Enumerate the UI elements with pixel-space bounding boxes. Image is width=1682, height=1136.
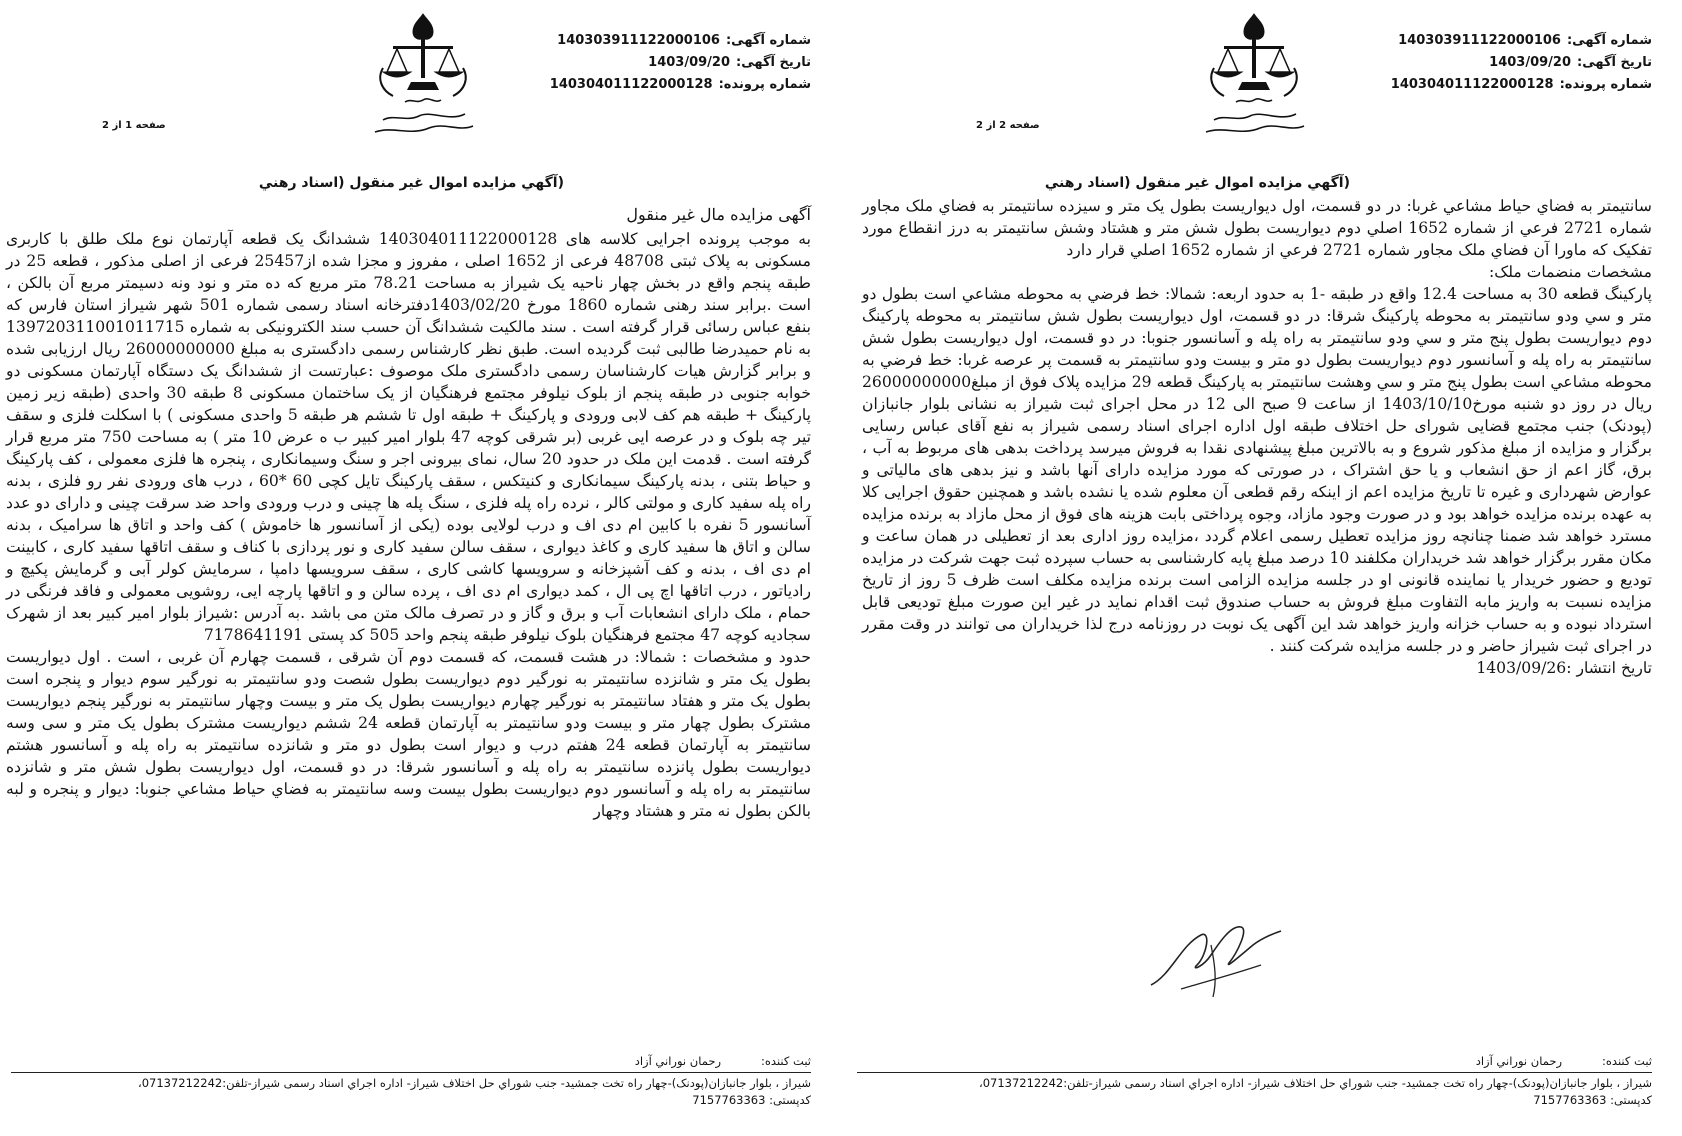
file-number: 140304011122000128 [1390, 77, 1554, 92]
footer-address: شیراز ، بلوار جانبازان(پودنک)-چهار راه تخت جمشید- جنب شوراي حل اختلاف شیراز- اداره اجراي اسناد رسمی شیراز-تلفن:07137212242، [979, 1076, 1652, 1090]
ad-date: 1403/09/20 [648, 55, 731, 70]
meta-block [550, 30, 811, 96]
registrar [857, 1053, 1652, 1070]
footer-postal-code: کدپستی: 7157763363 [692, 1093, 811, 1107]
ad-date: 1403/09/20 [1489, 55, 1572, 70]
footer-divider [857, 1072, 1652, 1073]
footer-postal-code: کدپستی: 7157763363 [1533, 1093, 1652, 1107]
ad-number: 140303911122000106 [1398, 33, 1561, 48]
ad-date-label: تاریخ آگهی: [1577, 55, 1652, 70]
judiciary-emblem-logo [1184, 8, 1324, 143]
ad-number-label: شماره آگهی: [1566, 33, 1652, 48]
publish-date: تاریخ انتشار :1403/09/26 [1476, 659, 1652, 677]
registrar [11, 1053, 811, 1070]
page-title: (آگهي مزايده اموال غير منقول (اسناد رهني [258, 175, 564, 191]
file-number-label: شماره پرونده: [718, 77, 811, 92]
signature-image [1141, 905, 1291, 1005]
footer-address: شیراز ، بلوار جانبازان(پودنک)-چهار راه تخت جمشید- جنب شوراي حل اختلاف شیراز- اداره اجراي اسناد رسمی شیراز-تلفن:07137212242، [138, 1076, 811, 1090]
registrar-name: رحمان نوراني آزاد [1475, 1054, 1563, 1068]
meta-block [1391, 30, 1652, 96]
ad-number-label: شماره آگهی: [725, 33, 811, 48]
ad-date-label: تاریخ آگهی: [736, 55, 811, 70]
page-number: صفحه 1 از 2 [102, 120, 166, 131]
page-number: صفحه 2 از 2 [976, 120, 1040, 131]
registrar-label: ثبت کننده: [1602, 1054, 1652, 1068]
notice-body [862, 195, 1652, 679]
footer [857, 1053, 1652, 1109]
file-number-label: شماره پرونده: [1559, 77, 1652, 92]
footer [11, 1053, 811, 1109]
page-title: (آگهي مزايده اموال غير منقول (اسناد رهني [1044, 175, 1350, 191]
footer-divider [11, 1072, 811, 1073]
registrar-label: ثبت کننده: [761, 1054, 811, 1068]
auction-terms-paragraph: پارکینگ قطعه 30 به مساحت 12.4 واقع در طبقه -1 به حدود اربعه: شمالا: خط فرضي به محوطه مشاعي است بطول دو متر و سي ودو سانتيمتر به محوطه پارکينگ شرقا: در دو قسمت، اول دیواریست بطول شش سانتیمتر به محوطه پارکینگ دوم دیواریست بطول پنج متر و سي ودو سانتيمتر به راه پله و آسانسور جنوبا: در دو قسمت، اول دیواریست بطول شش سانتیمتر به راه پله و آسانسور دوم دیواریست بطول دو متر و بیست ودو سانتیمتر به قسمت پر عرصه غربا: خط فرضي به محوطه مشاعي است بطول پنج متر و سي وهشت سانتيمتر به پارکينگ قطعه 29 مزایده پلاک فوق از مبلغ26000000000 ریال در روز دو شنبه مورخ1403/10/10 از ساعت 9 صبح الی 12 در محل اجرای ثبت شیراز به نشانی بلوار جانبازان (پودنک) جنب مجتمع قضایی شورای حل اختلاف طبقه اول اداره اجرای اسناد رسمی شیراز به نفع آقای عباس رسایی برگزار و مزایده از مبلغ مذکور شروع و به بالاترین مبلغ پیشنهادی نقدا به فروش میرسد پرداخت بدهی های مربوط به آب ، برق، گاز اعم از حق انشعاب و یا حق اشتراک ، در صورتی که مورد مزایده دارای آنها باشد و نیز بدهی های مالیاتی و عوارض شهرداری و غیره تا تاریخ مزایده اعم از اینکه رقم قطعی آن معلوم شده یا نشده باشد و همچنین حقوق اجرایی کلا به عهده برنده مزایده خواهد بود و در صورت وجود مازاد، وجوه پرداختی بابت هزینه های فوق از محل مازاد به برنده مزایده مسترد خواهد شد ضمنا چنانچه روز مزایده تعطیل رسمی اعلام گردد ،مزایده روز اداری بعد از تعطیلی در همان ساعت و مکان مقرر برگزار خواهد شد خریداران مکلفند 10 درصد مبلغ پایه کارشناسی به حساب سپرده ثبت جهت شرکت در مزایده تودیع و حضور خریدار یا نماینده قانونی او در جلسه مزایده الزامی است برنده مزایده مکلف است ظرف 5 روز از تاریخ مزایده نسبت به واریز مابه التفاوت مبلغ فروش به حساب صندوق ثبت اقدام نماید در غیر این صورت مبلغ تودیعی قابل استرداد نبوده و به حساب خزانه واریز خواهد شد این آگهی یک نوبت در روزنامه درج لذا خریداران می توانند در وقت مقرر در اجرای ثبت شیراز حاضر و در جلسه مزایده شرکت کنند . [862, 285, 1652, 655]
notice-subtitle: آگهی مزایده مال غیر منقول [626, 205, 811, 224]
boundaries-continued-paragraph: سانتیمتر به فضاي حياط مشاعي غربا: در دو قسمت، اول دیواریست بطول یک متر و سیزده سانتیمتر به فضاي ملک مجاور شماره 2721 فرعي از شماره 1652 اصلي دوم دیواریست بطول شش متر و هشتاد وشش سانتیمتر به درز انقطاع مورد تفکیک که ماورا آن فضاي ملک مجاور شماره 2721 فرعي از شماره 1652 اصلي قرار دارد [862, 197, 1652, 259]
notice-paragraph: به موجب پرونده اجرایی کلاسه های 140304011122000128 ششدانگ یک قطعه آپارتمان نوع ملک طلق با کاربری مسکونی به پلاک ثبتی 48708 فرعی از 1652 اصلی ، مفروز و مجزا شده از25457 فرعی از اصلی مذکور ، قطعه 25 در طبقه پنجم واقع در بخش چهار ناحیه یک شیراز به مساحت 78.21 متر مربع که ده متر و نود ونه دسیمتر مربع آن بالکن ، است .برابر سند رهنی شماره 1860 مورخ 1403/02/20دفترخانه اسناد رسمی شماره 501 شهر شیراز استان فارس که بنفع عباس رسائی قرار گرفته است . سند مالکیت ششدانگ آن حسب سند الکترونیکی به شماره 139720311001011715 به نام حمیدرضا طالبی ثبت گردیده است. طبق نظر کارشناس رسمی دادگستری به مبلغ 26000000000 ریال ارزیابی شده و برابر گزارش هیات کارشناسان رسمی دادگستری ملک موصوف :عبارتست از ششدانگ یک دستگاه آپارتمان مسکونی دو خوابه جنوبی در طبقه پنجم از بلوک نیلوفر مجتمع فرهنگیان از یک ساختمان مسکونی 8 طبقه 30 واحدی (طبقه زیر زمین پارکینگ + طبقه هم کف لابی ورودی و پارکینگ + طبقه اول تا ششم هر طبقه 5 واحدی مسکونی ) با اسکلت فلزی و سقف تیر چه بلوک و در عرصه ایی غربی (بر شرقی کوچه 47 بلوار امیر کبیر ب ه عرض 10 متر ) به مساحت 750 متر مربع قرار گرفته است . قدمت این ملک در حدود 20 سال، نمای بیرونی اجر و سنگ وسیمانکاری ، پنجره ها فلزی معمولی ، کف پارکینگ و حیاط بتنی ، بدنه پارکینگ سیمانکاری و کنیتکس ، سقف پارکینگ تایل کچی 60 *60 ، درب های ورودی نفر رو فلزی ، بدنه راه پله سفید کاری و مولتی کالر ، نرده راه پله فلزی ، سنگ پله ها چینی و درب ورودی واحد ضد سرقت چینی و دارای دو عدد آسانسور 5 نفره با کابین ام دی اف و درب لولایی بوده (یکی از آسانسور ها خاموش ) کف واحد و اتاق ها سرامیک ، بدنه سالن و اتاق ها سفید کاری و کاغذ دیواری ، سقف سالن سفید کاری و نور پردازی با کناف و سقف اتاقها سفید کاری ، کابینت ام دی اف ، بدنه و کف آشپزخانه و سرویسها کاشی کاری ، سقف سرویسها دامپا ، سرمایش کولر آبی و گرمایش پکیچ و رادیاتور ، درب اتاقها اچ پی ال ، کمد دیواری ام دی اف ، پرده سالن و و اتاقها پارچه ایی، روشویی معمولی و فاقد فرنگی در حمام ، ملک دارای انشعابات آب و برق و گاز و در تصرف مالک متن می باشد .به آدرس :شیراز بلوار امیر کبیر بعد از شهرک سجادیه کوچه 47 مجتمع فرهنگیان بلوک نیلوفر طبقه پنجم واحد 505 کد پستی 7178641191 [6, 230, 812, 644]
page-2 [841, 0, 1682, 1136]
judiciary-emblem-logo [353, 8, 493, 143]
ad-number: 140303911122000106 [557, 33, 720, 48]
registrar-name: رحمان نوراني آزاد [634, 1054, 722, 1068]
notice-body [6, 228, 811, 822]
file-number: 140304011122000128 [549, 77, 713, 92]
boundaries-paragraph: حدود و مشخصات : شمالا: در هشت قسمت، که قسمت دوم آن شرقی ، قسمت چهارم آن غربی ، است . اول دیواریست بطول یک متر و شانزده سانتیمتر به نورگیر دوم دیواریست بطول شصت ودو سانتیمتر به نورگیر سوم دیوار و پنجره است بطول یک متر و هفتاد سانتیمتر به نورگیر چهارم دیواریست بطول یک متر و بیست وچهار سانتیمتر به نورگیر پنجم دیواریست مشترک بطول چهار متر و بیست ودو سانتیمتر به آپارتمان قطعه 24 ششم دیواریست مشترک بطول یک متر و سی وسه سانتیمتر به آپارتمان قطعه 24 هفتم درب و دیوار است بطول دو متر و شانزده سانتیمتر به راه پله و آسانسور هشتم دیواریست بطول پانزده سانتیمتر به راه پله و آسانسور شرقا: در دو قسمت، اول دیواریست بطول شش متر و شانزده سانتیمتر به راه پله و آسانسور دوم دیواریست بطول بیست وسه سانتیمتر به فضاي حياط مشاعي جنوبا: دیوار و پنجره و لبه بالکن بطول نه متر و هشتاد وچهار [6, 648, 812, 820]
appurtenances-heading: مشخصات منضمات ملک: [1489, 263, 1652, 281]
